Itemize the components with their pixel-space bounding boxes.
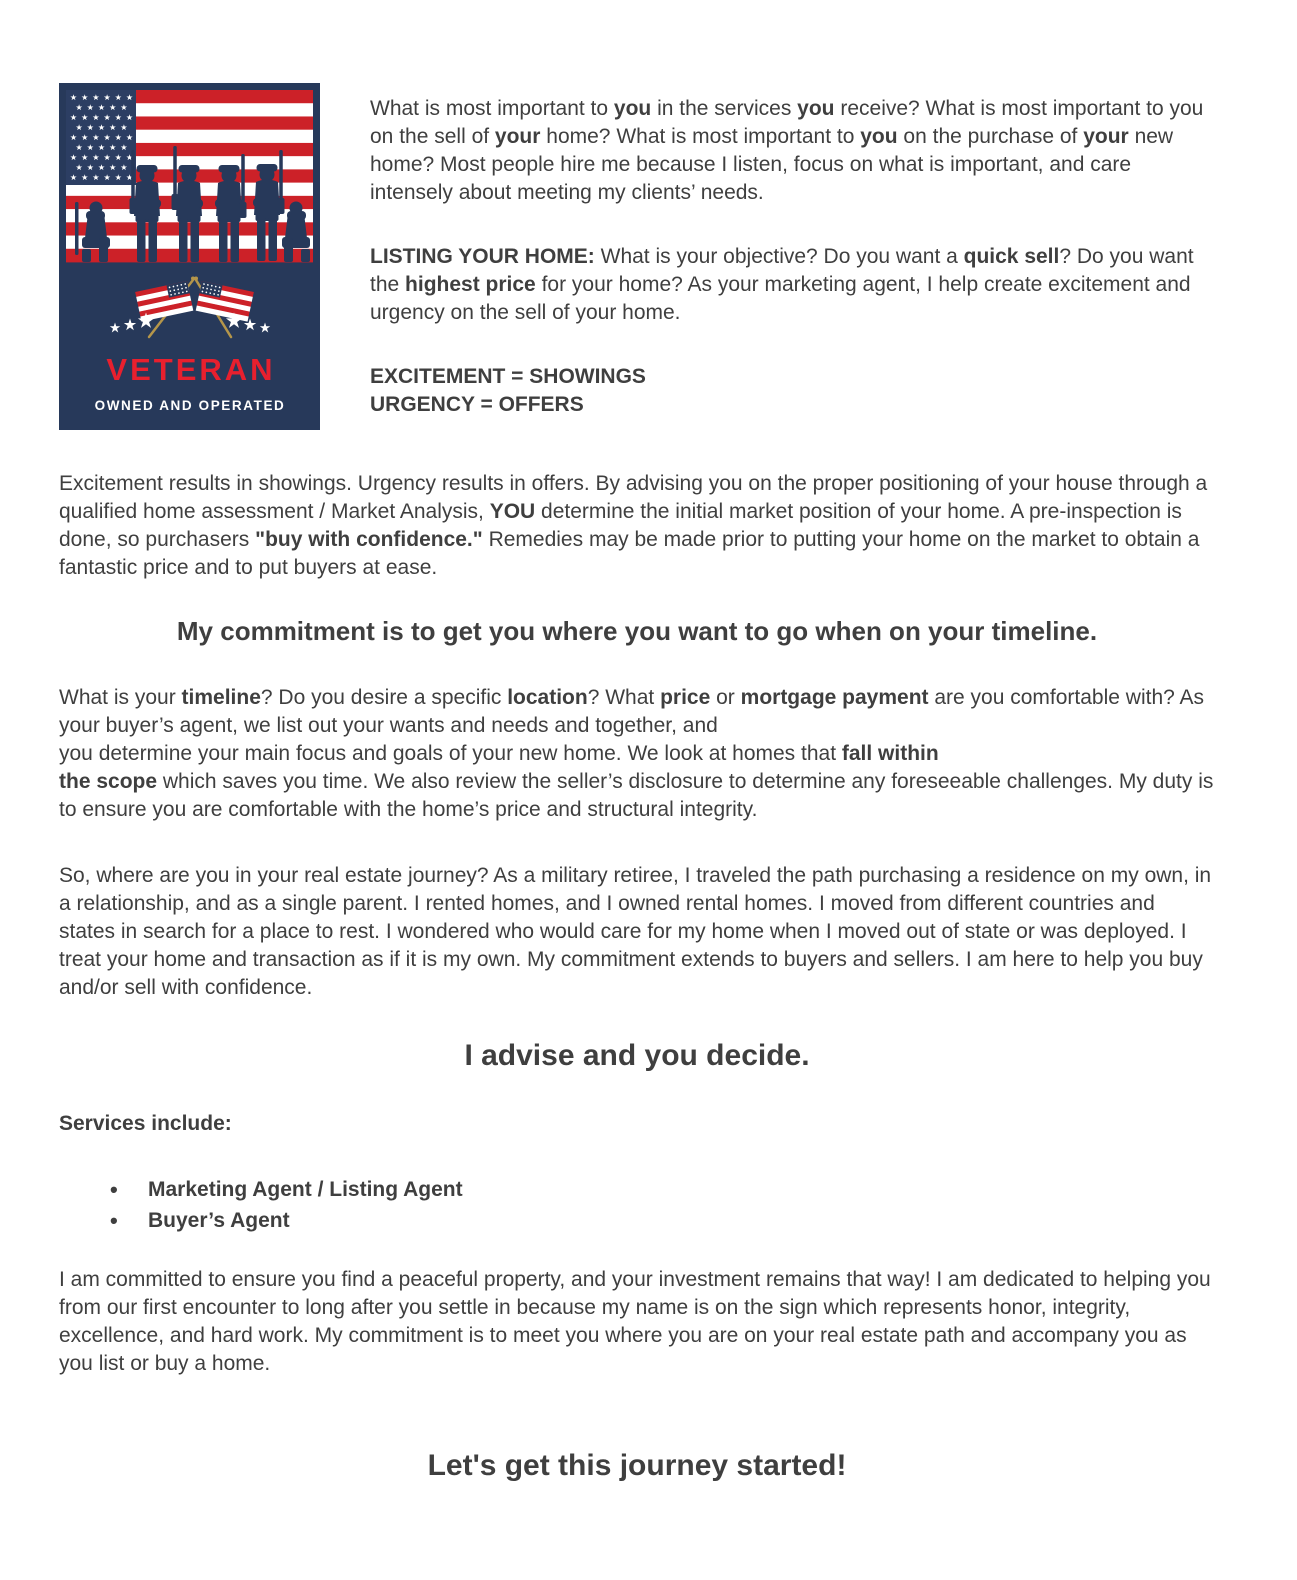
service-item-marketing-agent: • Marketing Agent / Listing Agent bbox=[148, 1174, 1215, 1205]
slogan-excitement: EXCITEMENT = SHOWINGS bbox=[370, 365, 646, 388]
intro-paragraph: What is most important to you in the services you receive? What is most important to you on the sell of your home? What is most important to you on the purchase of your new home? Most people hire me because I listen, focus on what is important, and care intensely about meeting my clients’ needs. bbox=[370, 97, 1204, 204]
journey-start-heading: Let's get this journey started! bbox=[427, 1449, 847, 1482]
listing-paragraph: LISTING YOUR HOME: What is your objective? Do you want a quick sell? Do you want the highest price for your home? As your marketing agent, I help create excitement and urgency on the sell of your home. bbox=[370, 245, 1194, 324]
timeline-paragraph: What is your timeline? Do you desire a specific location? What price or mortgage payment are you comfortable with? As your buyer’s agent, we list out your wants and needs and together, and you determine your main focus and goals of your new home. We look at homes that fall within the scope which saves you time. We also review the seller’s disclosure to determine any foreseeable challenges. My duty is to ensure you are comfortable with the home’s price and structural integrity. bbox=[59, 686, 1214, 821]
services-label: Services include: bbox=[59, 1112, 232, 1135]
slogans-block bbox=[370, 363, 1215, 419]
journey-paragraph: So, where are you in your real estate journey? As a military retiree, I traveled the path purchasing a residence on my own, in a relationship, and as a single parent. I rented homes, and I owned rental homes. I moved from different countries and states in search for a place to rest. I wondered who would care for my home when I moved out of state or was deployed. I treat your home and transaction as if it is my own. My commitment extends to buyers and sellers. I am here to help you buy and/or sell with confidence. bbox=[59, 864, 1212, 999]
service-item-buyers-agent: • Buyer’s Agent bbox=[148, 1205, 1215, 1236]
slogan-urgency: URGENCY = OFFERS bbox=[370, 393, 584, 416]
veteran-badge bbox=[59, 83, 320, 435]
intro-column bbox=[370, 83, 1215, 435]
badge-title: VETERAN bbox=[106, 352, 276, 387]
badge-subtitle: OWNED AND OPERATED bbox=[94, 398, 286, 413]
veteran-badge-graphic bbox=[59, 83, 320, 430]
advise-heading: I advise and you decide. bbox=[464, 1039, 810, 1072]
positioning-paragraph: Excitement results in showings. Urgency results in offers. By advising you on the proper positioning of your house through a qualified home assessment / Market Analysis, YOU determine the initial market position of your home. A pre-inspection is done, so purchasers "buy with confidence." Remedies may be made prior to putting your home on the market to obtain a fantastic price and to put buyers at ease. bbox=[59, 472, 1208, 579]
commitment-heading: My commitment is to get you where you want to go when on your timeline. bbox=[176, 616, 1098, 646]
top-section bbox=[59, 83, 1215, 435]
committed-paragraph: I am committed to ensure you find a peaceful property, and your investment remains that way! I am dedicated to helping you from our first encounter to long after you settle in because my name is on the sign which represents honor, integrity, excellence, and hard work. My commitment is to meet you where you are on your real estate path and accompany you as you list or buy a home. bbox=[59, 1268, 1211, 1375]
services-list bbox=[59, 1174, 1215, 1236]
flag-canton bbox=[66, 90, 136, 185]
